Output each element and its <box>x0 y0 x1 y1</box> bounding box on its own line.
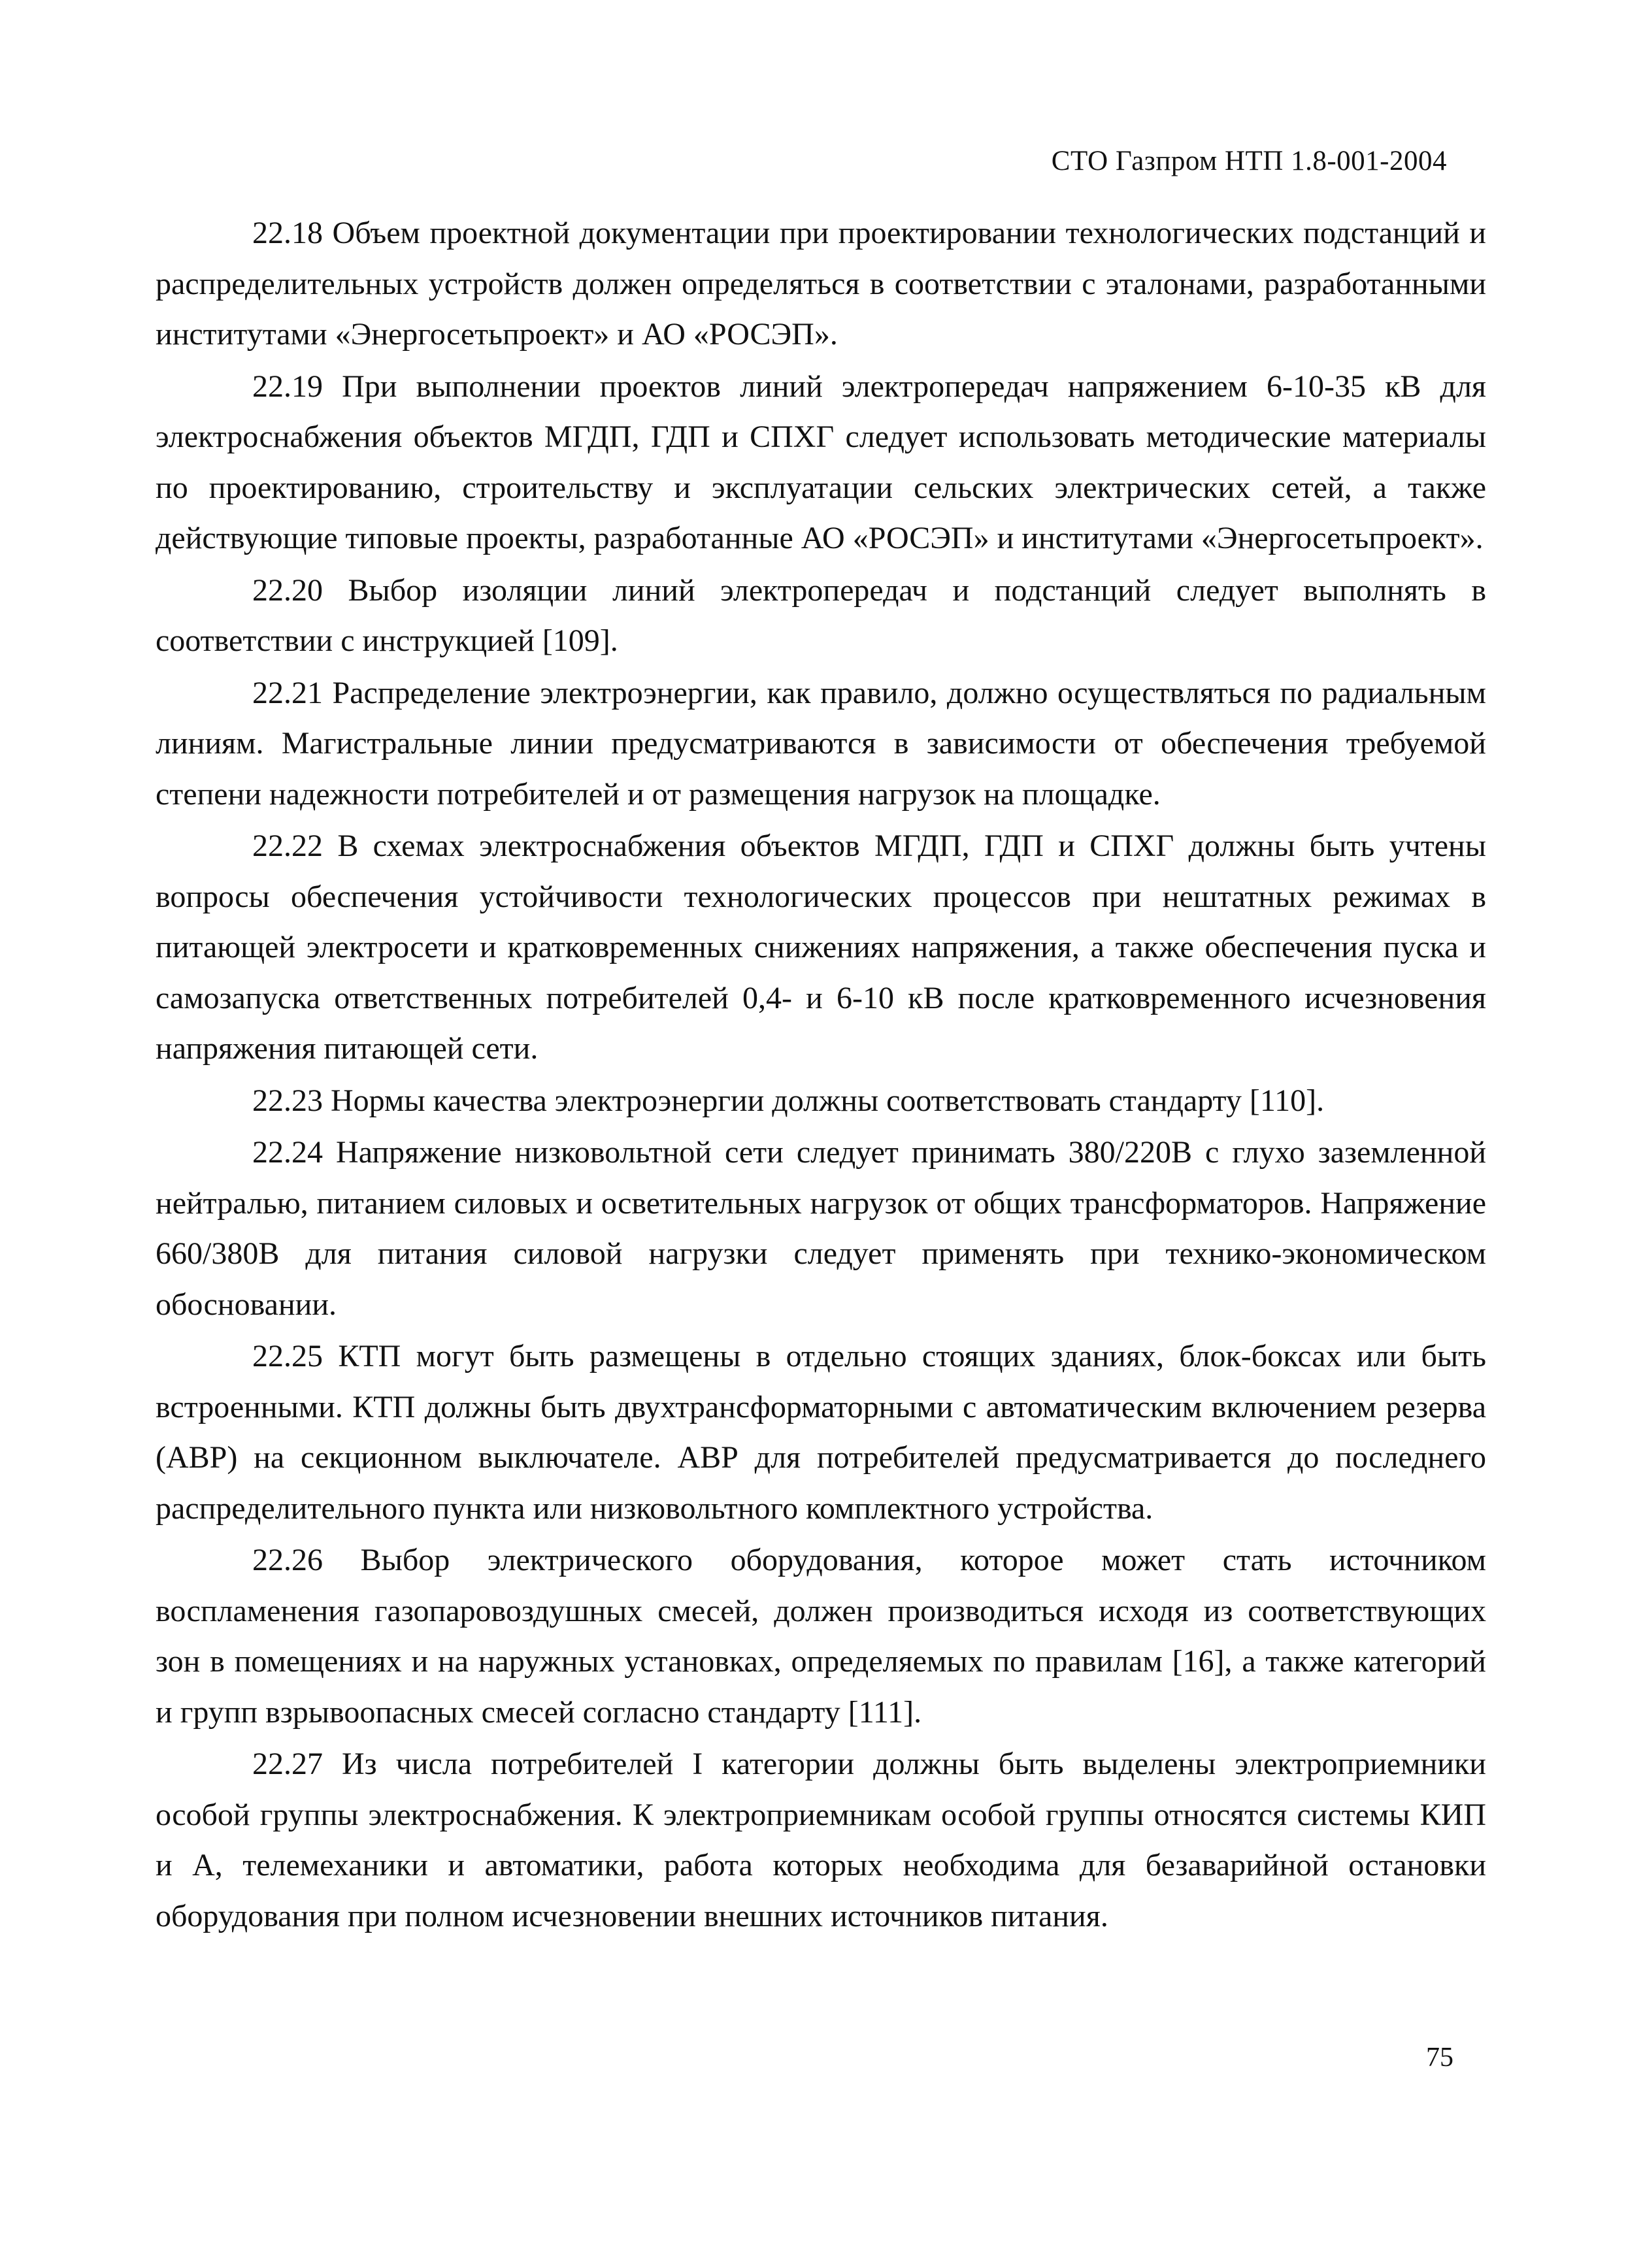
paragraph-22-23: 22.23 Нормы качества электроэнергии должны соответствовать стандарту [110]. <box>252 1083 1325 1118</box>
document-body <box>156 208 1486 1943</box>
paragraph-22-22: 22.22 В схемах электроснабжения объектов МГДП, ГДП и СПХГ должны быть учтены вопросы обеспечения устойчивости технологических процессов при нештатных режимах в питающей электросети и кратковременных снижениях напряжения, а также обеспечения пуска и самозапуска ответственных потребителей 0,4- и 6-10 кВ после кратковременного исчезновения напряжения питающей сети. <box>156 829 1486 1066</box>
paragraph-22-19: 22.19 При выполнении проектов линий электропередач напряжением 6-10-35 кВ для электроснабжения объектов МГДП, ГДП и СПХГ следует использовать методические материалы по проектированию, строительству и эксплуатации сельских электрических сетей, а также действующие типовые проекты, разработанные АО «РОСЭП» и институтами «Энергосетьпроект». <box>156 369 1486 555</box>
page-number: 75 <box>1426 2043 1453 2073</box>
document-header-code: СТО Газпром НТП 1.8-001-2004 <box>1051 146 1447 176</box>
paragraph-22-18: 22.18 Объем проектной документации при проектировании технологических подстанций и распределительных устройств должен определяться в соответствии с эталонами, разработанными институтами «Энергосетьпроект» и АО «РОСЭП». <box>156 216 1486 352</box>
paragraph-22-25: 22.25 КТП могут быть размещены в отдельно стоящих зданиях, блок-боксах или быть встроенными. КТП должны быть двухтрансформаторными с автоматическим включением резерва (АВР) на секционном выключателе. АВР для потребителей предусматривается до последнего распределительного пункта или низковольтного комплектного устройства. <box>156 1339 1486 1526</box>
paragraph-22-21: 22.21 Распределение электроэнергии, как правило, должно осуществляться по радиальным линиям. Магистральные линии предусматриваются в зависимости от обеспечения требуемой степени надежности потребителей и от размещения нагрузок на площадке. <box>156 675 1486 812</box>
paragraph-22-26: 22.26 Выбор электрического оборудования, которое может стать источником воспламенения газопаровоздушных смесей, должен производиться исходя из соответствующих зон в помещениях и на наружных установках, определяемых по правилам [16], а также категорий и групп взрывоопасных смесей согласно стандарту [111]. <box>156 1543 1486 1730</box>
paragraph-22-20: 22.20 Выбор изоляции линий электропередач и подстанций следует выполнять в соответствии с инструкцией [109]. <box>156 572 1486 658</box>
paragraph-22-24: 22.24 Напряжение низковольтной сети следует принимать 380/220В с глухо заземленной нейтралью, питанием силовых и осветительных нагрузок от общих трансформаторов. Напряжение 660/380В для питания силовой нагрузки следует применять при технико-экономическом обосновании. <box>156 1135 1486 1322</box>
paragraph-22-27: 22.27 Из числа потребителей I категории должны быть выделены электроприемники особой группы электроснабжения. К электроприемникам особой группы относятся системы КИП и А, телемеханики и автоматики, работа которых необходима для безаварийной остановки оборудования при полном исчезновении внешних источников питания. <box>156 1747 1486 1933</box>
